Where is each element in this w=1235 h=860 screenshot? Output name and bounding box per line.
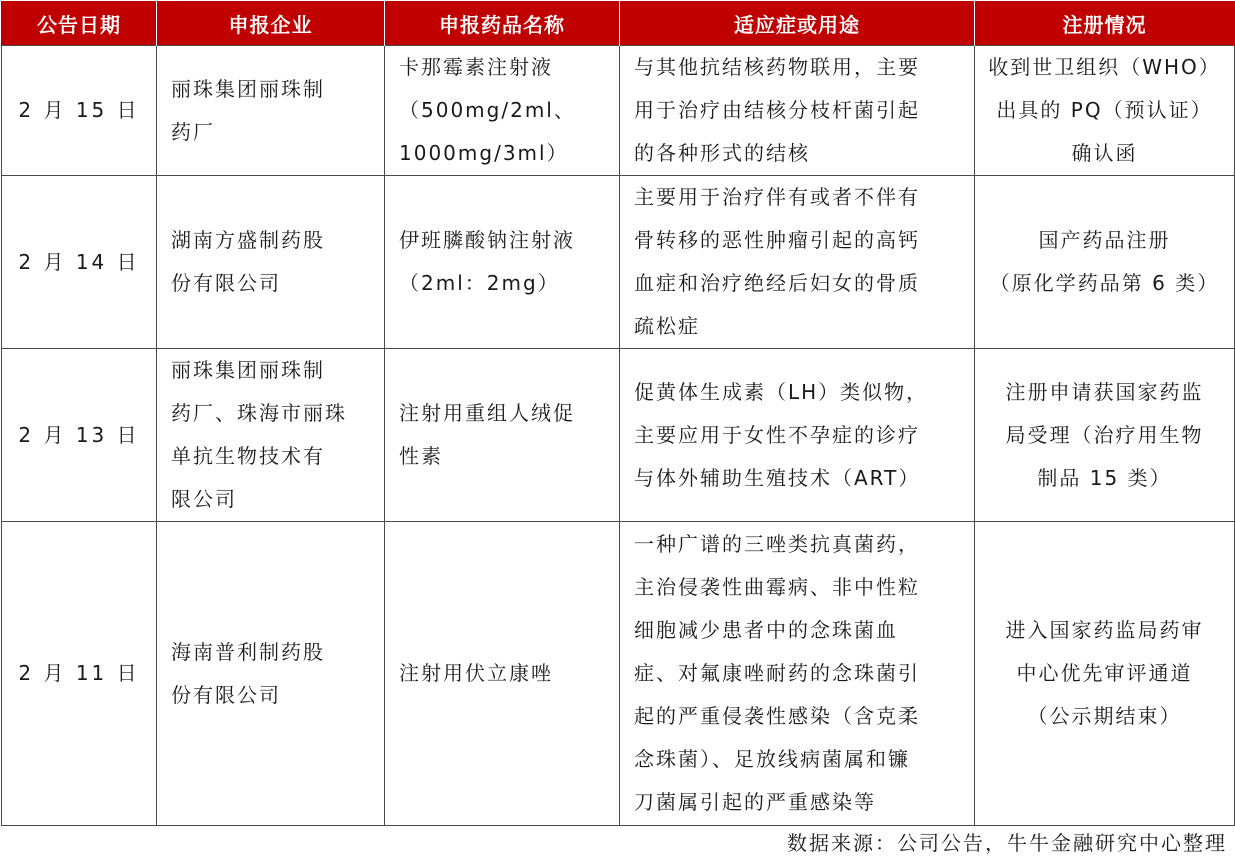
cell-drug-name	[385, 349, 620, 522]
drug-registration-table	[1, 1, 1235, 826]
cell-indication-line: 起的严重侵袭性感染（含克柔	[634, 704, 920, 728]
cell-registration-status-line: 出具的 PQ（预认证）	[996, 98, 1213, 122]
cell-company-line: 湖南方盛制药股	[171, 228, 325, 252]
cell-company-line: 药厂、珠海市丽珠	[171, 401, 347, 425]
cell-indication-line: 一种广谱的三唑类抗真菌药，	[634, 532, 920, 556]
cell-company-line: 丽珠集团丽珠制	[171, 76, 325, 101]
cell-drug-name-line: 注射用伏立康唑	[399, 661, 553, 685]
cell-indication	[620, 349, 975, 522]
cell-drug-name	[385, 46, 620, 176]
cell-date: 2 月 11 日	[2, 522, 157, 826]
table-row	[2, 349, 1235, 522]
cell-indication-line: 主治侵袭性曲霉病、非中性粒	[634, 575, 920, 599]
table-header-row	[2, 1, 1235, 46]
cell-company-line: 药厂	[171, 119, 215, 144]
cell-indication	[620, 46, 975, 176]
cell-indication-line: 用于治疗由结核分枝杆菌引起	[634, 98, 920, 122]
cell-registration-status	[975, 349, 1235, 522]
cell-indication-line: 主要应用于女性不孕症的诊疗	[634, 422, 920, 447]
cell-drug-name-line: 性素	[399, 444, 443, 468]
cell-registration-status-line: 局受理（治疗用生物	[1005, 422, 1204, 447]
cell-registration-status-line: （原化学药品第 6 类）	[989, 271, 1220, 295]
cell-company-line: 丽珠集团丽珠制	[171, 358, 325, 382]
cell-indication	[620, 176, 975, 349]
cell-indication-line: 骨转移的恶性肿瘤引起的高钙	[634, 228, 920, 252]
cell-company-line: 单抗生物技术有	[171, 444, 325, 468]
cell-indication-line: 疏松症	[634, 314, 700, 338]
cell-company	[157, 46, 385, 176]
cell-drug-name-line: 1000mg/3ml）	[399, 141, 569, 165]
cell-registration-status-line: 确认函	[1071, 141, 1138, 165]
header-registration-status: 注册情况	[975, 1, 1235, 46]
table-row	[2, 176, 1235, 349]
table-row	[2, 46, 1235, 176]
cell-indication-line: 症、对氟康唑耐药的念珠菌引	[634, 661, 920, 685]
cell-drug-name-line: （2ml：2mg）	[399, 271, 560, 295]
cell-date: 2 月 13 日	[2, 349, 157, 522]
cell-indication-line: 血症和治疗绝经后妇女的骨质	[634, 271, 920, 295]
cell-registration-status-line: 注册申请获国家药监	[1005, 379, 1204, 404]
cell-registration-status	[975, 46, 1235, 176]
cell-date: 2 月 15 日	[2, 46, 157, 176]
cell-registration-status-line: 进入国家药监局药审	[1005, 618, 1204, 642]
header-drug-name: 申报药品名称	[385, 1, 620, 46]
cell-company	[157, 176, 385, 349]
cell-indication	[620, 522, 975, 826]
header-announce-date: 公告日期	[2, 1, 157, 46]
cell-drug-name-line: （500mg/2ml、	[399, 98, 576, 122]
cell-company	[157, 522, 385, 826]
cell-indication-line: 促黄体生成素（LH）类似物，	[634, 379, 929, 404]
cell-drug-name	[385, 522, 620, 826]
header-indication: 适应症或用途	[620, 1, 975, 46]
cell-registration-status-line: 国产药品注册	[1038, 228, 1171, 252]
cell-drug-name	[385, 176, 620, 349]
cell-registration-status	[975, 176, 1235, 349]
cell-indication-line: 细胞减少患者中的念珠菌血	[634, 618, 898, 642]
cell-registration-status-line: （公示期结束）	[1027, 704, 1182, 728]
cell-company-line: 份有限公司	[171, 271, 281, 295]
cell-company-line: 海南普利制药股	[171, 639, 325, 664]
cell-indication-line: 刀菌属引起的严重感染等	[634, 790, 876, 814]
cell-drug-name-line: 卡那霉素注射液	[399, 55, 553, 79]
cell-company-line: 份有限公司	[171, 682, 281, 707]
data-source-note: 数据来源：公司公告，牛牛金融研究中心整理	[787, 831, 1227, 855]
cell-registration-status-line: 收到世卫组织（WHO）	[988, 55, 1221, 79]
table-row	[2, 522, 1235, 826]
cell-indication-line: 与体外辅助生殖技术（ART）	[634, 465, 921, 490]
cell-registration-status-line: 中心优先审评通道	[1016, 661, 1193, 685]
cell-date: 2 月 14 日	[2, 176, 157, 349]
cell-company	[157, 349, 385, 522]
cell-indication-line: 的各种形式的结核	[634, 141, 810, 165]
cell-registration-status	[975, 522, 1235, 826]
cell-indication-line: 主要用于治疗伴有或者不伴有	[634, 185, 920, 209]
cell-drug-name-line: 注射用重组人绒促	[399, 401, 575, 425]
cell-drug-name-line: 伊班膦酸钠注射液	[399, 228, 575, 252]
cell-indication-line: 与其他抗结核药物联用，主要	[634, 55, 920, 79]
header-company: 申报企业	[157, 1, 385, 46]
cell-company-line: 限公司	[171, 487, 237, 511]
cell-indication-line: 念珠菌）、足放线病菌属和镰	[634, 747, 910, 771]
cell-registration-status-line: 制品 15 类）	[1037, 465, 1172, 490]
